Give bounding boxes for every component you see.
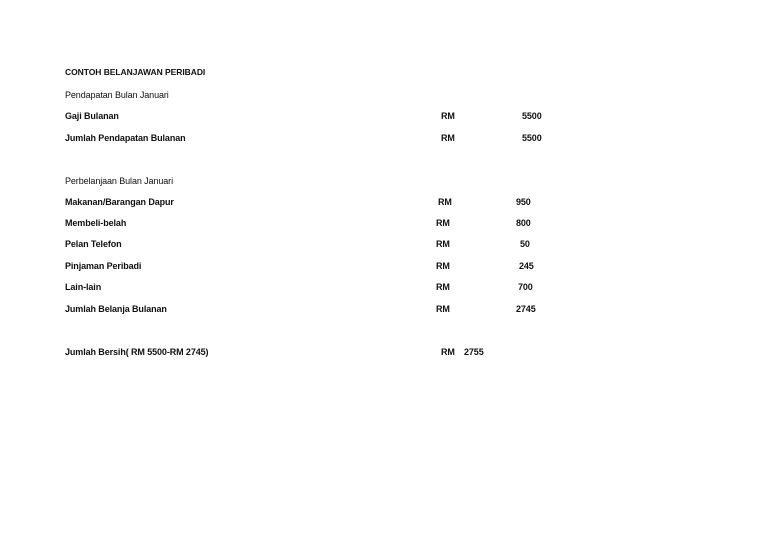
- net-total-currency: RM: [441, 347, 455, 357]
- expense-row-currency: RM: [438, 197, 452, 207]
- net-total-label: Jumlah Bersih( RM 5500-RM 2745): [65, 347, 209, 357]
- expense-row-amount: 950: [516, 197, 531, 207]
- expenses-heading: Perbelanjaan Bulan Januari: [65, 176, 173, 186]
- expense-row-currency: RM: [436, 261, 450, 271]
- income-total-label: Jumlah Pendapatan Bulanan: [65, 133, 186, 143]
- expense-row-label: Lain-lain: [65, 282, 102, 292]
- document-title: CONTOH BELANJAWAN PERIBADI: [65, 67, 206, 77]
- expense-row-label: Pinjaman Peribadi: [65, 261, 142, 271]
- expense-row-label: Membeli-belah: [65, 218, 127, 228]
- expense-row-amount: 800: [516, 218, 531, 228]
- income-total-currency: RM: [441, 133, 455, 143]
- expense-row-currency: RM: [436, 282, 450, 292]
- income-total-amount: 5500: [522, 133, 542, 143]
- expense-row-currency: RM: [436, 239, 450, 249]
- expenses-total-label: Jumlah Belanja Bulanan: [65, 304, 167, 314]
- income-heading: Pendapatan Bulan Januari: [65, 90, 169, 100]
- expense-row-label: Pelan Telefon: [65, 239, 122, 249]
- expenses-total-currency: RM: [436, 304, 450, 314]
- net-total-amount: 2755: [464, 347, 484, 357]
- expense-row-currency: RM: [436, 218, 450, 228]
- income-row-label: Gaji Bulanan: [65, 111, 119, 121]
- income-row-amount: 5500: [522, 111, 542, 121]
- expense-row-label: Makanan/Barangan Dapur: [65, 197, 174, 207]
- expense-row-amount: 50: [520, 239, 530, 249]
- expenses-total-amount: 2745: [516, 304, 536, 314]
- income-row-currency: RM: [441, 111, 455, 121]
- expense-row-amount: 245: [519, 261, 534, 271]
- expense-row-amount: 700: [518, 282, 533, 292]
